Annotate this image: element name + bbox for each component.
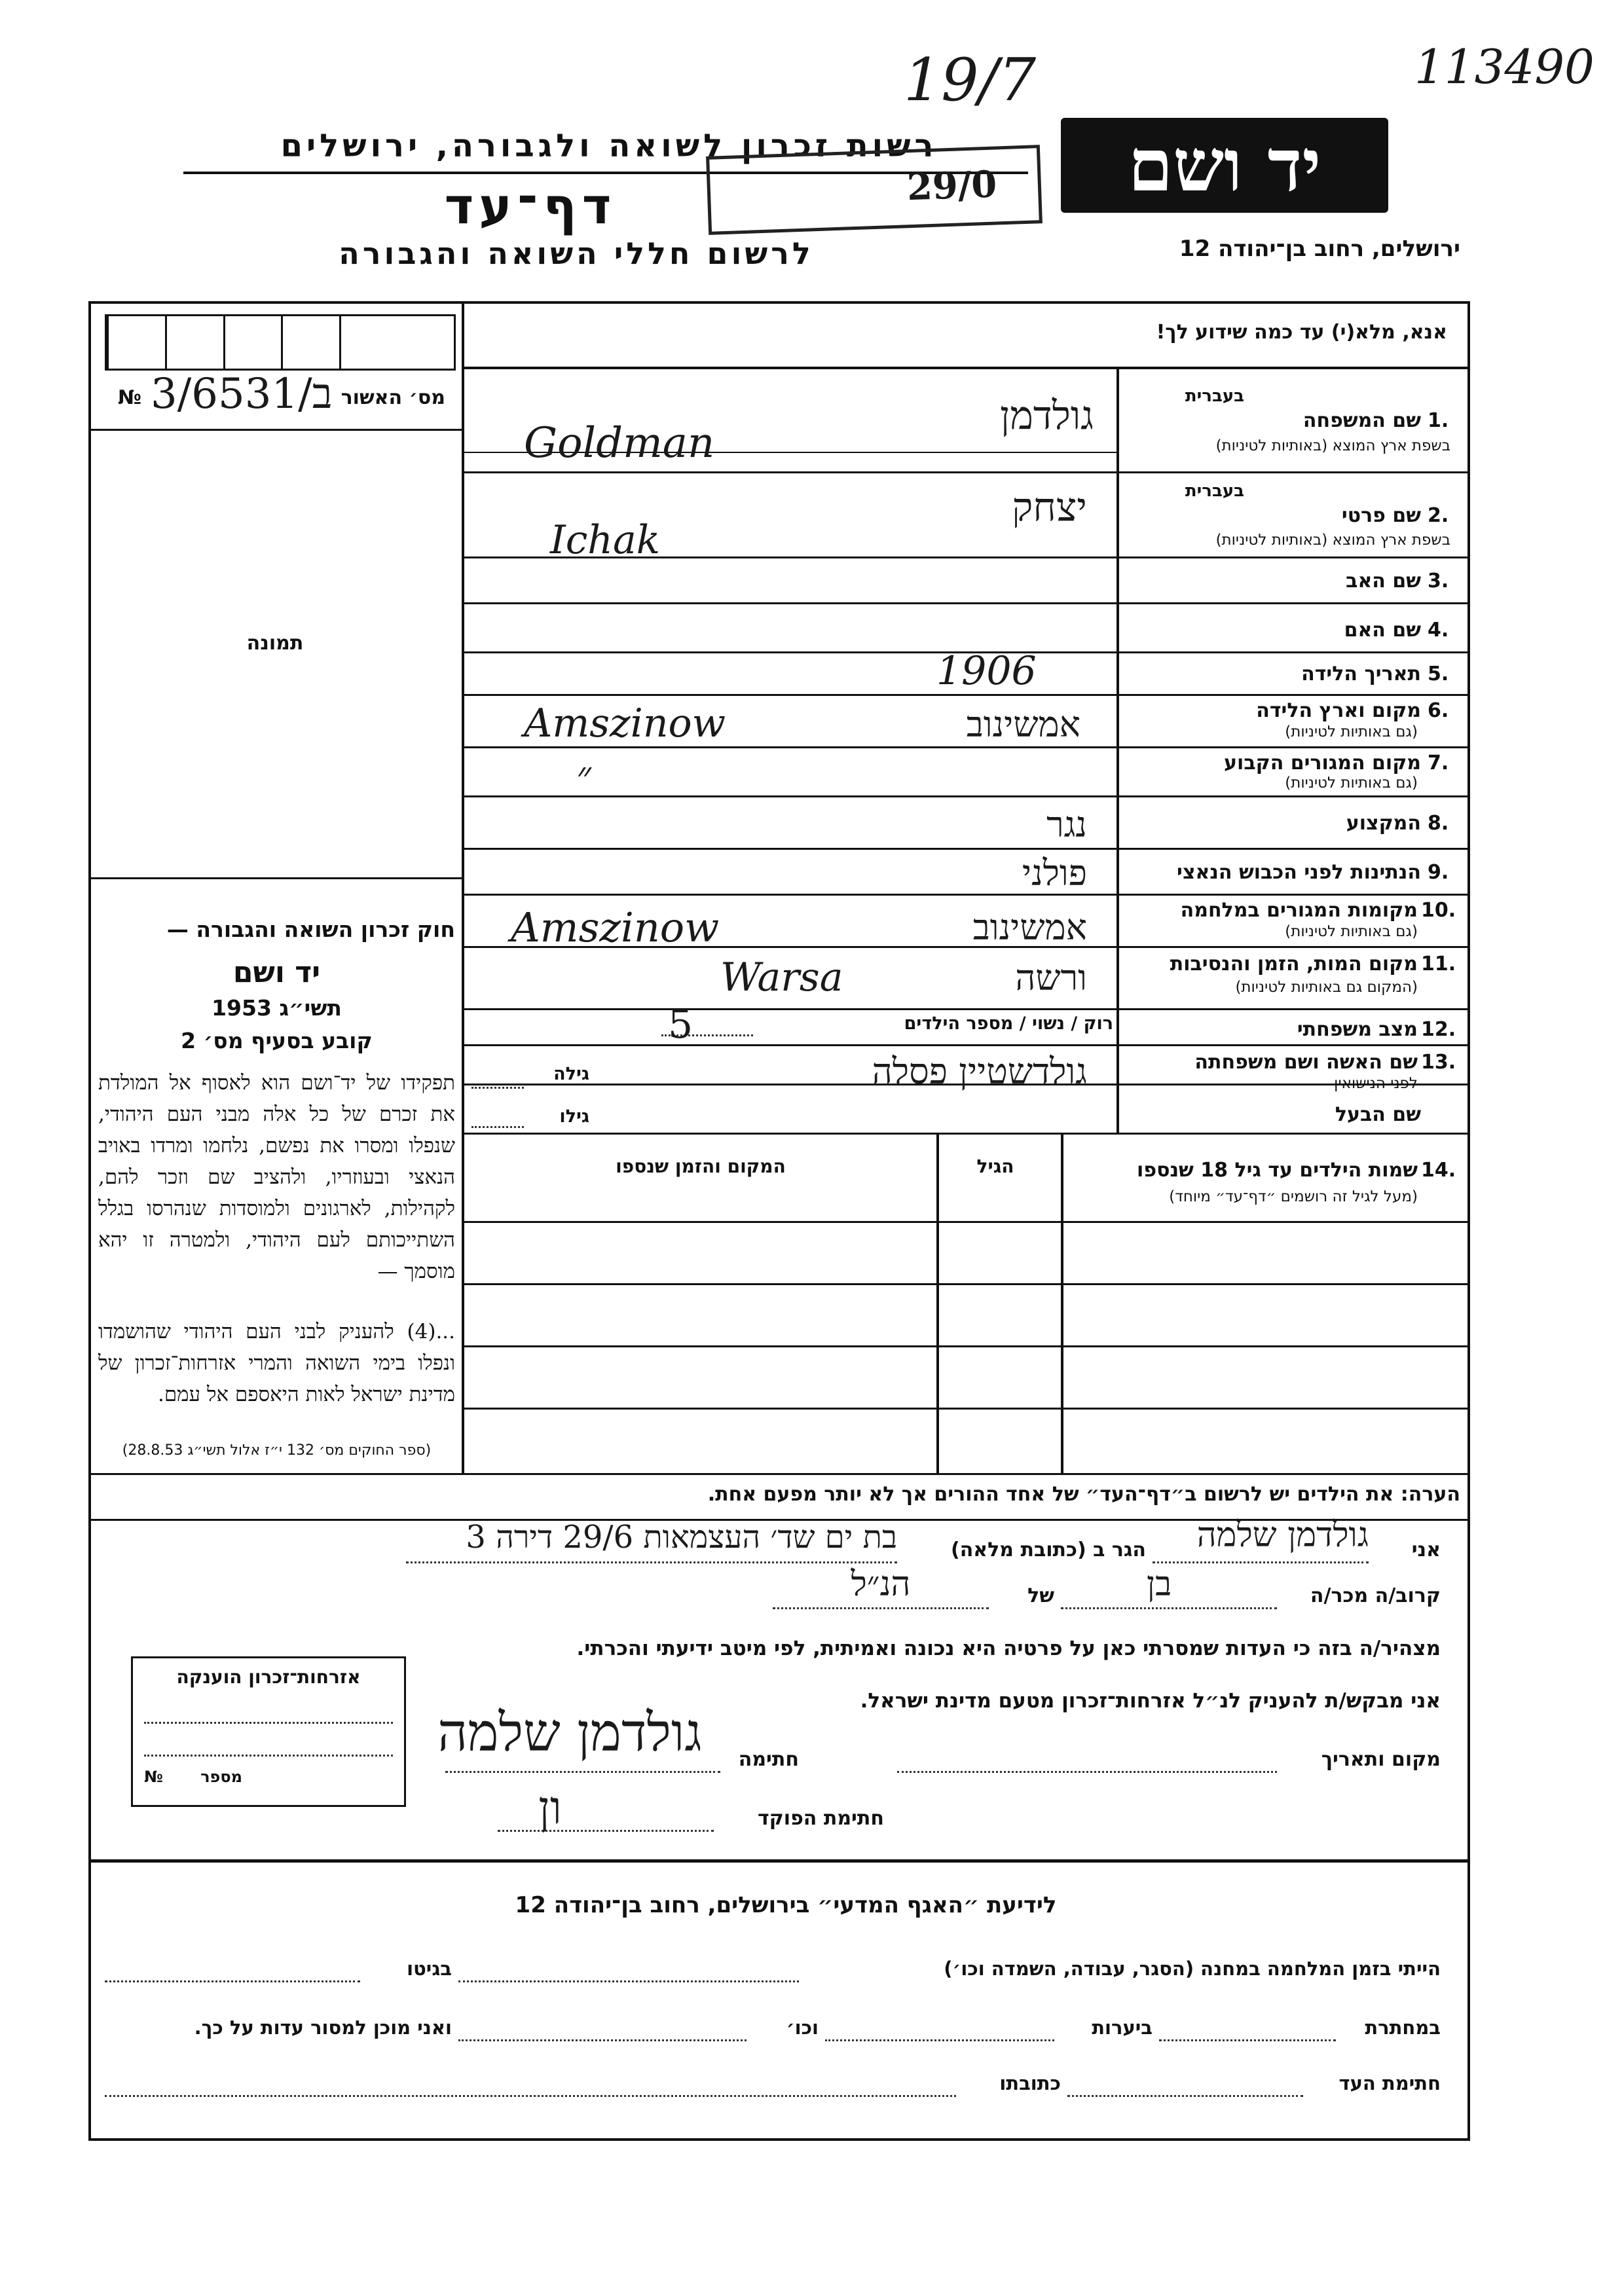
f1-sub-heb: בעברית [1185,386,1244,406]
f10-sub: (גם באותיות לטיניות) [1285,923,1418,940]
bottom-line1-label: הייתי בזמן המלחמה במחנה (הסגר, עבודה, השמדה וכו׳) [944,1958,1441,1980]
f11-num: 11. [1421,953,1456,975]
f3-num: 3. [1428,570,1449,592]
f6-label: מקום וארץ הלידה [1256,699,1421,722]
left-column-divider [462,301,464,1473]
signature-value: גולדמן שלמה [437,1702,702,1763]
f8-label: המקצוע [1346,812,1421,835]
f6-sub: (גם באותיות לטיניות) [1285,723,1418,740]
f5-label: תאריך הלידה [1301,663,1421,685]
approval-label: מס׳ האשור [341,386,445,409]
f8-num: 8. [1428,812,1449,835]
f10-num: 10. [1421,899,1456,922]
f1-sub-lat: בשפת ארץ המוצא (באותיות לטיניות) [1215,437,1450,454]
f2-num: 2. [1428,504,1449,527]
declaration-statement: מצהיר/ה בזה כי העדות שמסרתי כאן על פרטיה היא נכונה ואמיתית, לפי מיטב ידיעתי והכרתי. [576,1637,1441,1660]
photo-label: תמונה [246,632,304,655]
form-intro: אנא, מלא(י) עד כמה שידוע לך! [1156,321,1447,344]
f1-label: שם המשפחה [1302,409,1421,432]
law-clause: קובע בסעיף מס׳ 2 [181,1028,373,1053]
approval-value: 3/6531/ב [151,370,333,418]
signature-label: חתימה [738,1748,799,1771]
law-name: יד ושם [232,956,321,989]
bottom-line3-start: חתימת העד [1338,2072,1441,2094]
f2-heb-value: יצחק [1012,484,1087,530]
f8-value: נגר [1046,804,1087,845]
yad-vashem-logo: יד ושם [1061,118,1388,213]
f13-age-label: גילה [553,1064,589,1084]
f13-value: גולדשטיין פסלה [872,1051,1087,1092]
f7-value: ״ [576,753,591,799]
i-label: אני [1411,1539,1441,1561]
f11-heb-value: ורשה [1015,957,1087,998]
handwritten-fraction: 19/7 [904,46,1037,115]
f13-label: שם האשה ושם משפחתה [1194,1051,1418,1074]
f14-label: שמות הילדים עד גיל 18 שנספו [1137,1159,1418,1182]
photo-divider [88,877,464,879]
husband-age-label: גילו [559,1106,589,1127]
f14-sub: (מעל לגיל זה רושמים ״דף־עד״ מיוחד) [1169,1188,1418,1205]
f6-num: 6. [1428,699,1449,722]
bottom-line2-end: ואני מוכן למסור עדות על כך. [194,2016,452,2039]
f1-lat-value: Goldman [524,419,715,467]
f4-num: 4. [1428,619,1449,642]
citizenship-title: אזרחות־זכרון הוענקה [176,1666,361,1688]
law-year: תשי״ג 1953 [212,995,342,1021]
place-date-label: מקום ותאריך [1321,1748,1441,1771]
f6-heb-value: אמשינוב [966,704,1080,745]
note-divider [88,1473,1470,1475]
law-reference: (ספר החוקים מס׳ 132 י״ז אלול תשי״ג 28.8.53) [122,1442,432,1459]
declaration-request: אני מבקש/ת להעניק לנ״ל אזרחות־זכרון מטעם מדינת ישראל. [860,1689,1441,1713]
f10-label: מקומות המגורים במלחמה [1180,899,1418,922]
bottom-line2-start: במחתרת [1365,2016,1441,2039]
declarant-address: בת ים שד׳ העצמאות 29/6 דירה 3 [466,1519,897,1556]
law-text-cont: ...(4) להעניק לבני העם היהודי שהושמדו ונפלו בימי השואה והמרי אזרחות־זכרון של מדינת ישראל לאות היאספם אל עמם. [98,1320,455,1406]
f5-value: 1906 [936,648,1037,694]
approval-no-symbol: № [118,386,142,409]
f13-num: 13. [1421,1051,1456,1074]
f13-sub: לפני הנישואין [1334,1075,1418,1092]
bottom-section-divider [88,1859,1470,1863]
f9-num: 9. [1428,861,1449,884]
bottom-line3-mid: כתובתו [999,2072,1061,2094]
archive-number: 113490 [1414,39,1595,94]
f2-label: שם פרטי [1341,504,1421,527]
citizenship-number-sym: № [144,1768,163,1786]
logo-address: ירושלים, רחוב בן־יהודה 12 [1179,236,1460,262]
authority-name: רשות זכרון לשואה ולגבורה, ירושלים [280,128,938,164]
declarant-name: גולדמן שלמה [1196,1516,1369,1555]
lives-at-label: הגר ב (כתובת מלאה) [950,1539,1146,1561]
f7-num: 7. [1428,752,1449,774]
f14-place-col: המקום והזמן שנספו [616,1156,786,1177]
bottom-line1-end: בגיטו [407,1958,452,1980]
law-title: חוק זכרון השואה והגבורה — [166,917,455,942]
f6-lat-value: Amszinow [524,701,726,746]
relative-label: קרוב/ה מכר/ה [1310,1584,1441,1607]
f10-heb-value: אמשינוב [972,907,1087,948]
f4-label: שם האם [1344,619,1421,642]
bottom-line2-mid2: וכו׳ [786,2016,819,2039]
citizenship-number-label: מספר [200,1768,242,1786]
f12-value: 5 [668,1002,693,1048]
received-stamp: 29/0 [706,145,1043,235]
f11-sub: (המקום גם באותיות לטיניות) [1235,979,1418,996]
f3-label: שם האב [1346,570,1421,592]
of-value: הנ״ל [851,1565,911,1604]
f12-label: מצב משפחתי [1297,1018,1418,1041]
children-note: הערה: את הילדים יש לרשום ב״דף־העד״ של אחד ההורים אך לא יותר מפעם אחת. [707,1483,1460,1506]
f10-lat-value: Amszinow [511,903,720,951]
approval-cells [105,314,456,371]
form-subtitle: לרשום חללי השואה והגבורה [339,236,814,271]
f7-label: מקום המגורים הקבוע [1224,752,1421,774]
f7-sub: (גם באותיות לטיניות) [1285,774,1418,792]
f11-label: מקום המות, הזמן והנסיבות [1170,953,1418,975]
bottom-heading: לידיעת ״האגף המדעי״ בירושלים, רחוב בן־יהודה 12 [515,1892,1057,1918]
relative-value: בן [1146,1565,1172,1604]
f12-options: רוק / נשוי / מספר הילדים [904,1013,1113,1034]
f14-age-col: הגיל [976,1156,1014,1177]
f14-num: 14. [1421,1159,1456,1182]
f2-sub-lat: בשפת ארץ המוצא (באותיות לטיניות) [1215,532,1450,549]
of-label: של [1027,1584,1054,1607]
f12-num: 12. [1421,1018,1456,1041]
f2-sub-heb: בעברית [1185,481,1244,501]
f5-num: 5. [1428,663,1449,685]
law-text: תפקידו של יד־ושם הוא לאסוף אל המולדת את זכרם של כל אלה מבני העם היהודי, שנפלו ומסרו את נפשם, נלחמו ומרדו באויב הנאצי ובעוזריו, ולהציב שם וזכר להם, לקהילות, לארגונים ולמוסדות שנהרסו בגלל השתייכותם לעם היהודי, ולמטרה זו יהא מוסמך — [98,1071,455,1283]
label-column-divider [1116,367,1119,1133]
f9-label: הנתינות לפני הכבוש הנאצי [1177,861,1421,884]
bottom-line2-mid1: ביערות [1092,2016,1153,2039]
f9-value: פולני [1022,852,1087,894]
intro-divider [462,367,1470,369]
f1-num: 1. [1428,409,1449,432]
f2-lat-value: Ichak [550,517,661,563]
officer-signature: ון [538,1781,562,1834]
f1-heb-value: גולדמן [1000,393,1094,439]
form-title: דף־עד [444,177,617,235]
f11-lat-value: Warsa [720,955,843,1000]
officer-label: חתימת הפוקד [758,1807,884,1830]
husband-label: שם הבעל [1335,1103,1421,1126]
approval-divider [88,429,464,431]
